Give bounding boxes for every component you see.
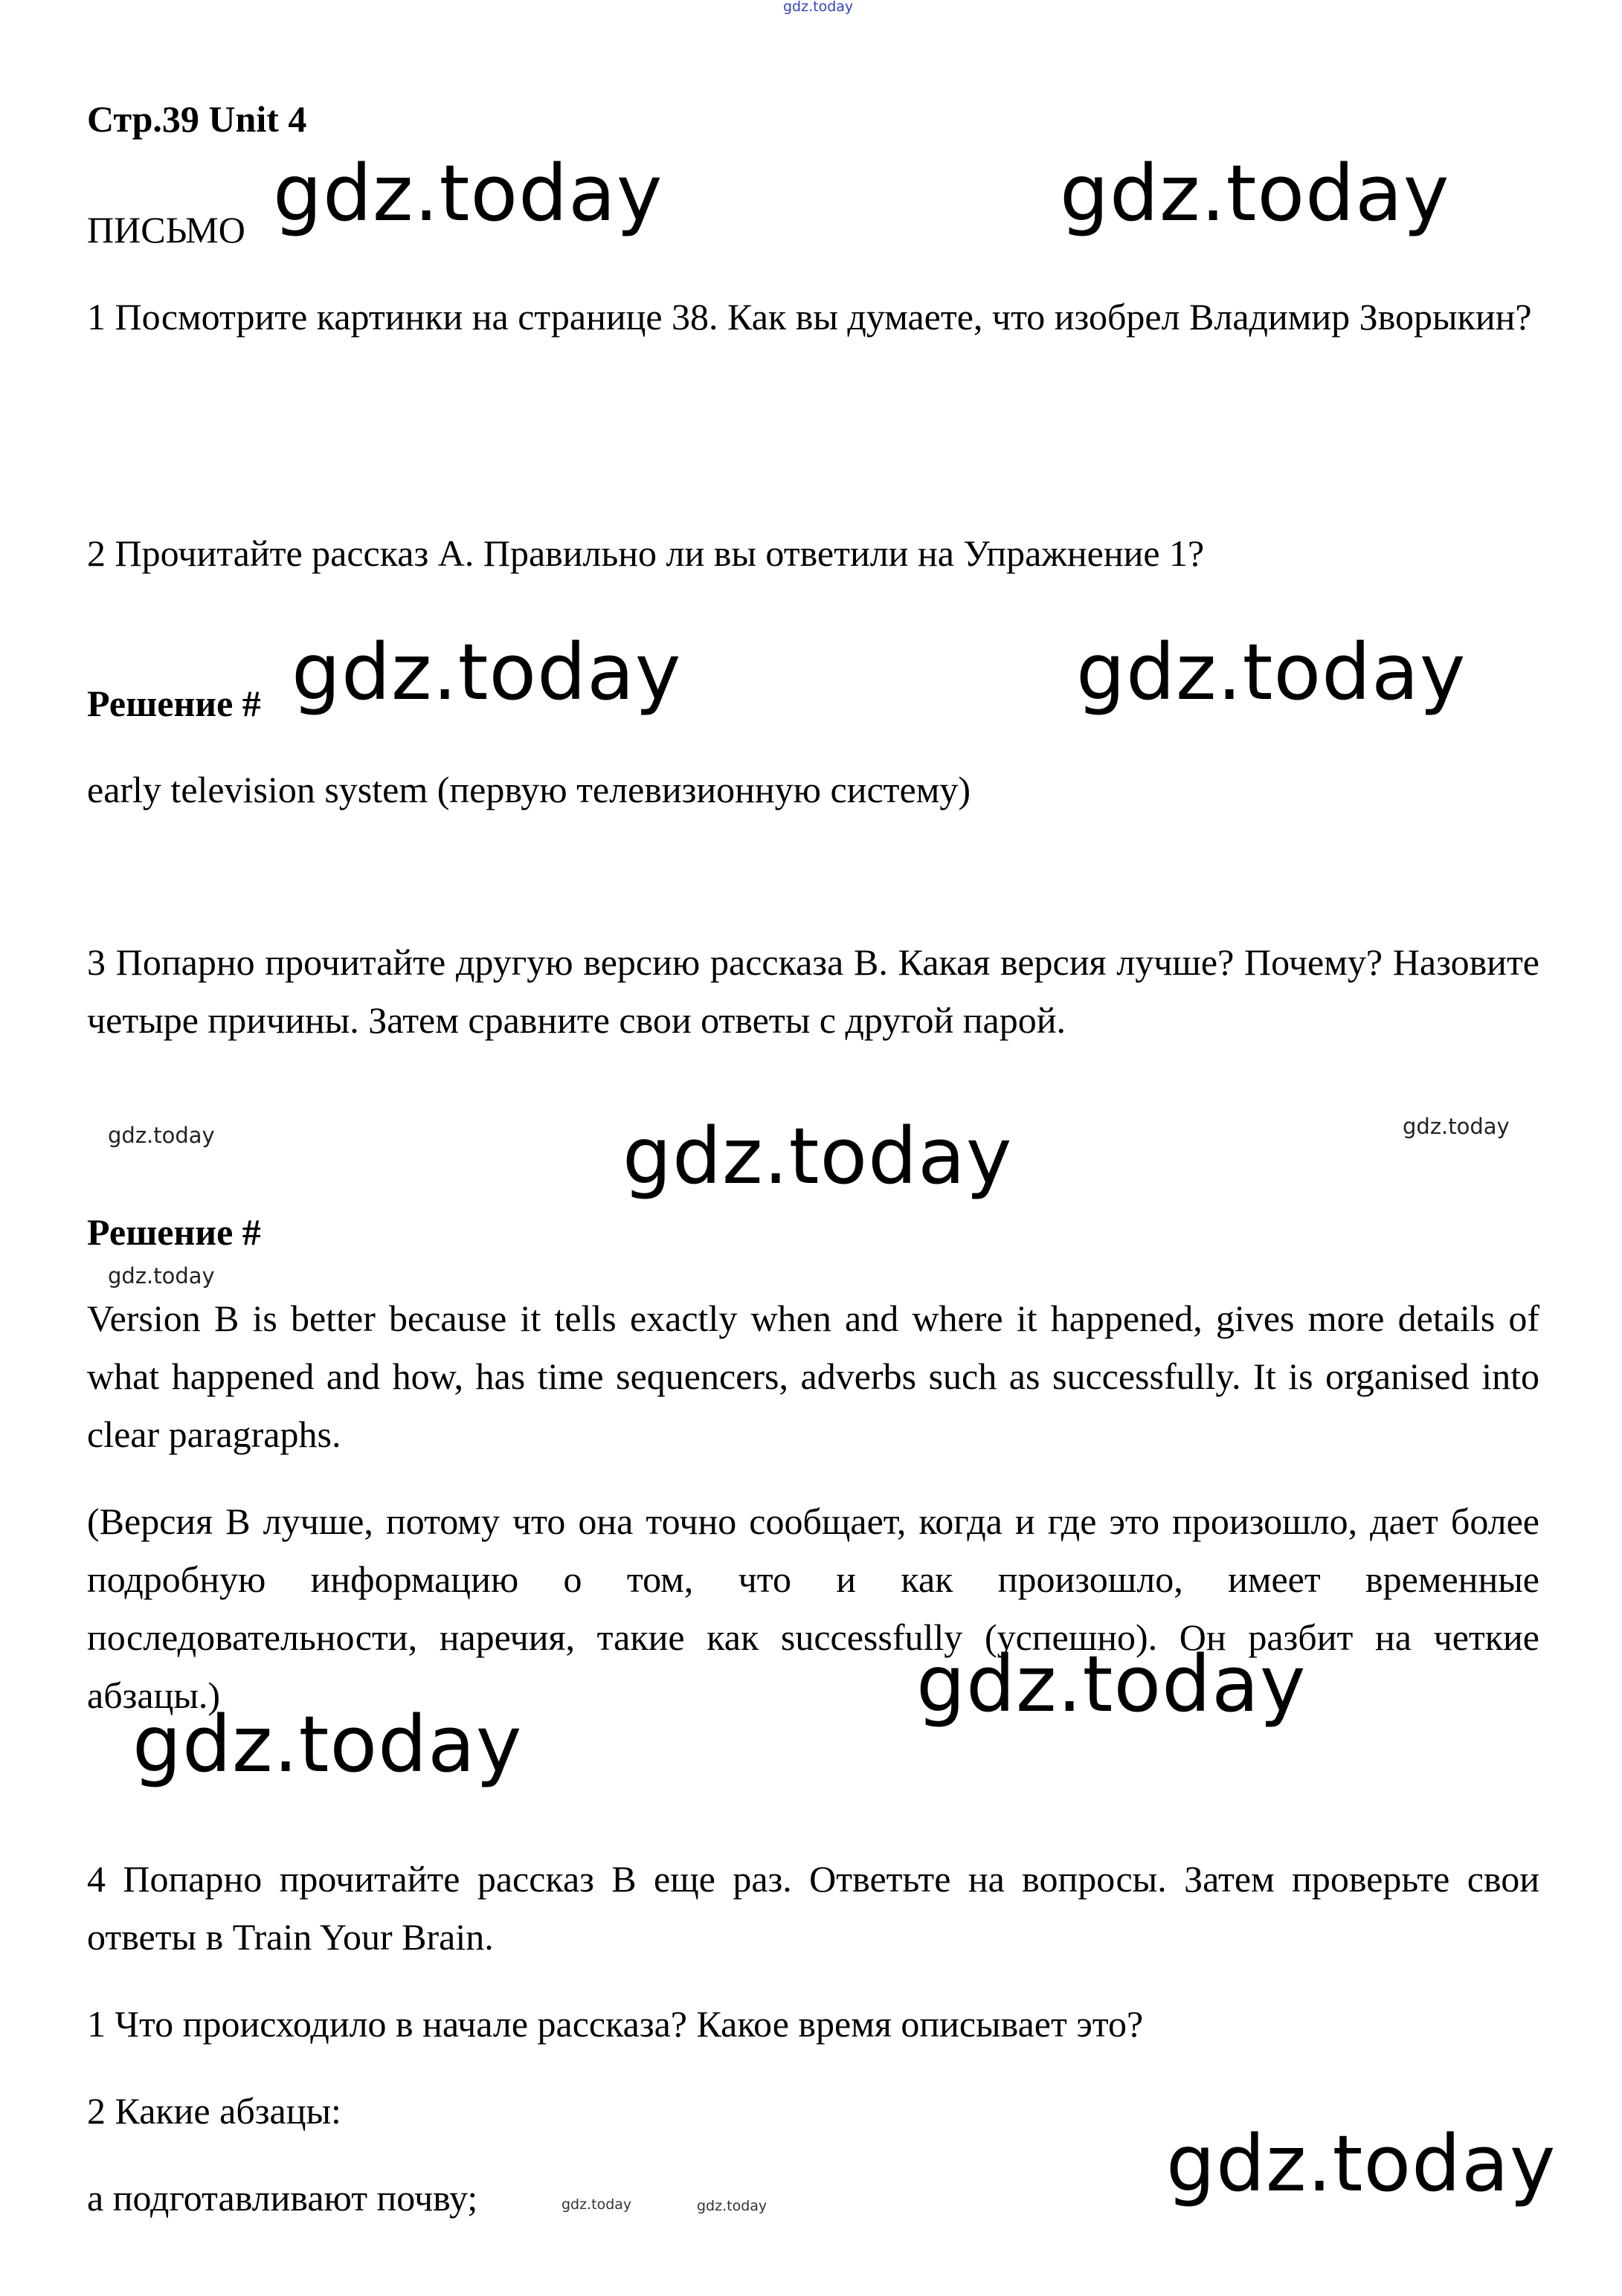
page-title: Стр.39 Unit 4 <box>87 98 307 140</box>
task-3-text: 3 Попарно прочитайте другую версию рассказа В. Какая версия лучше? Почему? Назовите четыре причины. Затем сравните свои ответы с другой парой. <box>87 941 1539 1041</box>
task-2-text: 2 Прочитайте рассказ А. Правильно ли вы ответили на Упражнение 1? <box>87 532 1205 574</box>
watermark: gdz.today <box>697 2198 767 2214</box>
solution-label: Решение # <box>87 1211 261 1253</box>
task-4-question-2a: а подготавливают почву; <box>87 2177 478 2219</box>
watermark: gdz.today <box>132 1699 523 1790</box>
watermark: gdz.today <box>1060 148 1450 239</box>
section-heading: ПИСЬМО <box>87 209 245 251</box>
task-4-question-1: 1 Что происходило в начале рассказа? Какое время описывает это? <box>87 2003 1144 2045</box>
watermark: gdz.today <box>622 1111 1013 1202</box>
task-1-text: 1 Посмотрите картинки на странице 38. Как вы думаете, что изобрел Владимир Зворыкин? <box>87 296 1532 338</box>
watermark: gdz.today <box>292 627 682 718</box>
watermark: gdz.today <box>783 0 854 15</box>
watermark: gdz.today <box>108 1263 215 1289</box>
task-3-answer-ru: (Версия В лучше, потому что она точно сообщает, когда и где это произошло, дает более подробную информацию о том, что и как произошло, имеет временные последовательности, наречия, такие как successfully (успешно). Он разбит на четкие абзацы.) <box>87 1500 1539 1716</box>
task-4-question-2: 2 Какие абзацы: <box>87 2090 341 2132</box>
watermark: gdz.today <box>1076 627 1467 718</box>
watermark: gdz.today <box>561 2196 632 2213</box>
watermark: gdz.today <box>273 148 663 239</box>
watermark: gdz.today <box>108 1123 215 1148</box>
task-2-answer: early television system (первую телевизионную систему) <box>87 769 971 810</box>
solution-label: Решение # <box>87 683 261 724</box>
task-4-text: 4 Попарно прочитайте рассказ В еще раз. Ответьте на вопросы. Затем проверьте свои ответы в Train Your Brain. <box>87 1858 1539 1958</box>
watermark: gdz.today <box>916 1639 1307 1729</box>
watermark: gdz.today <box>1166 2118 1557 2209</box>
task-3-answer-en: Version B is better because it tells exactly when and where it happened, gives more details of what happened and how, has time sequencers, adverbs such as successfully. It is organised into clear paragraphs. <box>87 1297 1539 1455</box>
watermark: gdz.today <box>1403 1114 1510 1139</box>
